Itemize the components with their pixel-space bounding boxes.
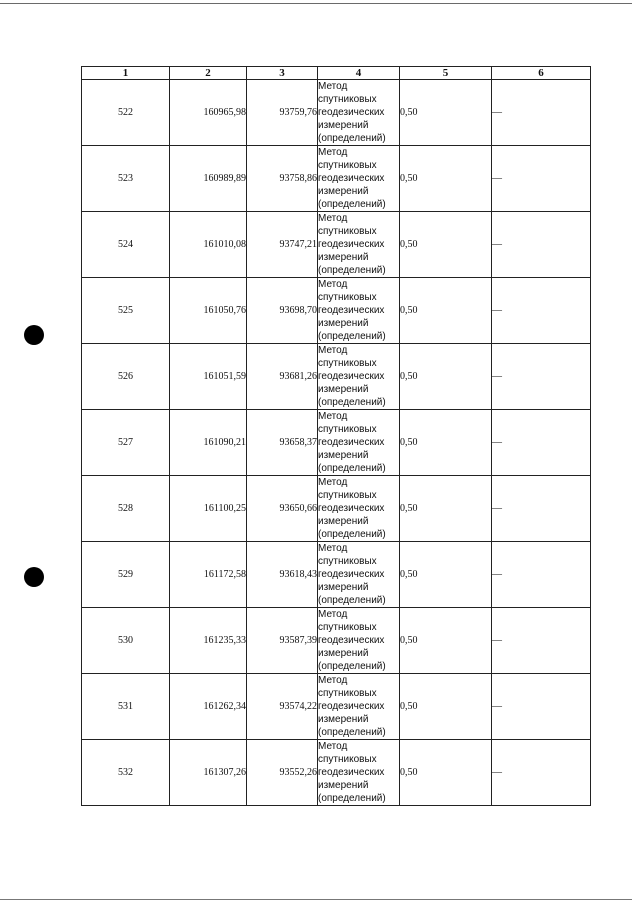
y-coordinate: 93758,86 (247, 146, 318, 212)
measurement-method: Метод спутниковых геодезических измерений (определений) (318, 674, 400, 740)
measurement-method: Метод спутниковых геодезических измерений (определений) (318, 740, 400, 806)
column-header: 3 (247, 67, 318, 80)
column-header: 6 (492, 67, 591, 80)
accuracy-value: 0,50 (400, 212, 492, 278)
y-coordinate: 93650,66 (247, 476, 318, 542)
column-header: 5 (400, 67, 492, 80)
accuracy-value: 0,50 (400, 740, 492, 806)
accuracy-value: 0,50 (400, 344, 492, 410)
x-coordinate: 161090,21 (170, 410, 247, 476)
accuracy-value: 0,50 (400, 80, 492, 146)
measurement-method: Метод спутниковых геодезических измерений (определений) (318, 146, 400, 212)
table-row (82, 212, 591, 278)
table-row (82, 146, 591, 212)
point-number: 525 (82, 278, 170, 344)
table-row (82, 278, 591, 344)
y-coordinate: 93681,26 (247, 344, 318, 410)
measurement-method: Метод спутниковых геодезических измерений (определений) (318, 344, 400, 410)
point-number: 532 (82, 740, 170, 806)
measurement-method: Метод спутниковых геодезических измерений (определений) (318, 476, 400, 542)
note-dash: — (492, 80, 591, 146)
column-header: 4 (318, 67, 400, 80)
punch-hole-top (24, 325, 44, 345)
point-number: 531 (82, 674, 170, 740)
note-dash: — (492, 542, 591, 608)
x-coordinate: 160965,98 (170, 80, 247, 146)
point-number: 522 (82, 80, 170, 146)
punch-hole-bottom (24, 567, 44, 587)
table-row (82, 80, 591, 146)
y-coordinate: 93552,26 (247, 740, 318, 806)
x-coordinate: 161172,58 (170, 542, 247, 608)
accuracy-value: 0,50 (400, 674, 492, 740)
accuracy-value: 0,50 (400, 278, 492, 344)
measurement-method: Метод спутниковых геодезических измерений (определений) (318, 410, 400, 476)
note-dash: — (492, 674, 591, 740)
point-number: 528 (82, 476, 170, 542)
y-coordinate: 93759,76 (247, 80, 318, 146)
x-coordinate: 161010,08 (170, 212, 247, 278)
note-dash: — (492, 740, 591, 806)
point-number: 526 (82, 344, 170, 410)
column-header: 2 (170, 67, 247, 80)
y-coordinate: 93747,21 (247, 212, 318, 278)
table-row (82, 542, 591, 608)
point-number: 523 (82, 146, 170, 212)
x-coordinate: 160989,89 (170, 146, 247, 212)
point-number: 529 (82, 542, 170, 608)
accuracy-value: 0,50 (400, 410, 492, 476)
measurement-method: Метод спутниковых геодезических измерений (определений) (318, 212, 400, 278)
table-row (82, 674, 591, 740)
note-dash: — (492, 410, 591, 476)
y-coordinate: 93698,70 (247, 278, 318, 344)
y-coordinate: 93618,43 (247, 542, 318, 608)
point-number: 530 (82, 608, 170, 674)
table-row (82, 740, 591, 806)
note-dash: — (492, 608, 591, 674)
note-dash: — (492, 278, 591, 344)
accuracy-value: 0,50 (400, 542, 492, 608)
x-coordinate: 161235,33 (170, 608, 247, 674)
note-dash: — (492, 146, 591, 212)
scan-bottom-edge-line (0, 899, 632, 900)
point-number: 524 (82, 212, 170, 278)
y-coordinate: 93658,37 (247, 410, 318, 476)
x-coordinate: 161050,76 (170, 278, 247, 344)
scan-top-edge-line (0, 3, 632, 4)
table-header-row (82, 67, 591, 80)
accuracy-value: 0,50 (400, 608, 492, 674)
table-row (82, 344, 591, 410)
measurement-method: Метод спутниковых геодезических измерений (определений) (318, 542, 400, 608)
x-coordinate: 161051,59 (170, 344, 247, 410)
note-dash: — (492, 344, 591, 410)
x-coordinate: 161307,26 (170, 740, 247, 806)
column-header: 1 (82, 67, 170, 80)
x-coordinate: 161262,34 (170, 674, 247, 740)
accuracy-value: 0,50 (400, 476, 492, 542)
point-number: 527 (82, 410, 170, 476)
table-row (82, 608, 591, 674)
y-coordinate: 93574,22 (247, 674, 318, 740)
accuracy-value: 0,50 (400, 146, 492, 212)
measurement-method: Метод спутниковых геодезических измерений (определений) (318, 80, 400, 146)
table-row (82, 410, 591, 476)
note-dash: — (492, 476, 591, 542)
y-coordinate: 93587,39 (247, 608, 318, 674)
x-coordinate: 161100,25 (170, 476, 247, 542)
note-dash: — (492, 212, 591, 278)
measurement-method: Метод спутниковых геодезических измерений (определений) (318, 278, 400, 344)
coordinates-table (81, 66, 591, 806)
table-row (82, 476, 591, 542)
measurement-method: Метод спутниковых геодезических измерений (определений) (318, 608, 400, 674)
